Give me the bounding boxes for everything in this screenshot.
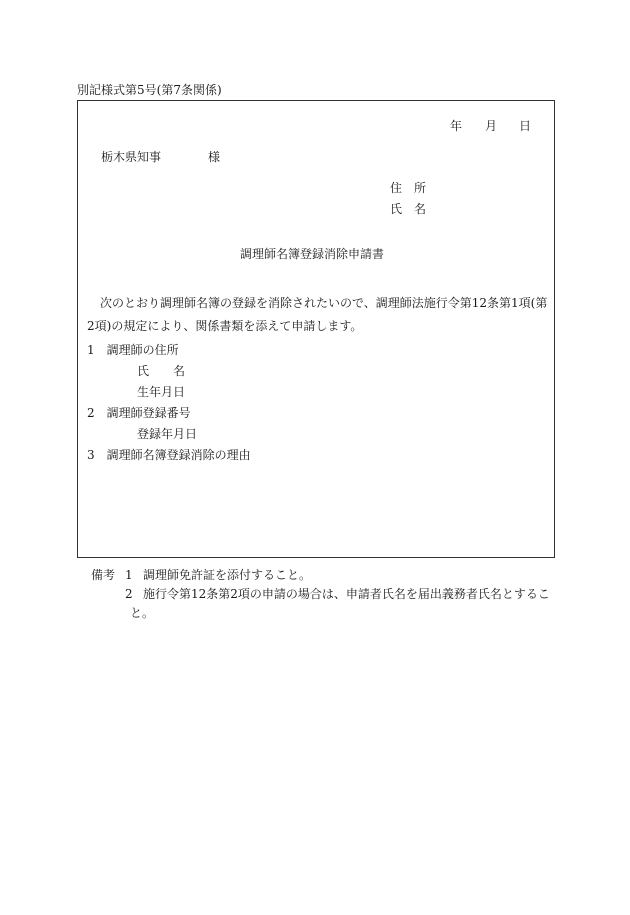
item-2-registration-number: 2 調理師登録番号 <box>87 406 191 420</box>
date-year-label: 年 <box>450 119 463 133</box>
date-day-label: 日 <box>519 119 532 133</box>
note-2-number: 2 <box>125 587 133 601</box>
note-1-text: 調理師免許証を添付すること。 <box>143 568 312 582</box>
applicant-address-label: 住 所 <box>390 181 427 195</box>
item-3-reason: 3 調理師名簿登録消除の理由 <box>87 448 251 462</box>
date-month-label: 月 <box>485 119 498 133</box>
document-title: 調理師名簿登録消除申請書 <box>240 247 385 261</box>
addressee-honorific: 様 <box>208 150 221 164</box>
item-2-registration-date: 登録年月日 <box>137 427 198 441</box>
applicant-name-label: 氏 名 <box>390 202 427 216</box>
body-line-2: 2項)の規定により、関係書類を添えて申請します。 <box>87 319 363 333</box>
addressee-name: 栃木県知事 <box>101 150 162 164</box>
item-1-birthdate: 生年月日 <box>137 385 186 399</box>
note-2-line-1: 施行令第12条第2項の申請の場合は、申請者氏名を届出義務者氏名とするこ <box>143 587 550 601</box>
note-1-number: 1 <box>125 568 133 582</box>
form-label: 別記様式第5号(第7条関係) <box>77 83 222 97</box>
note-2-line-2: と。 <box>130 606 155 620</box>
notes-label: 備考 <box>91 568 116 582</box>
body-line-1: 次のとおり調理師名簿の登録を消除されたいので、調理師法施行令第12条第1項(第 <box>100 296 548 310</box>
item-1-name: 氏 名 <box>137 364 186 378</box>
item-1-address: 1 調理師の住所 <box>87 343 179 357</box>
